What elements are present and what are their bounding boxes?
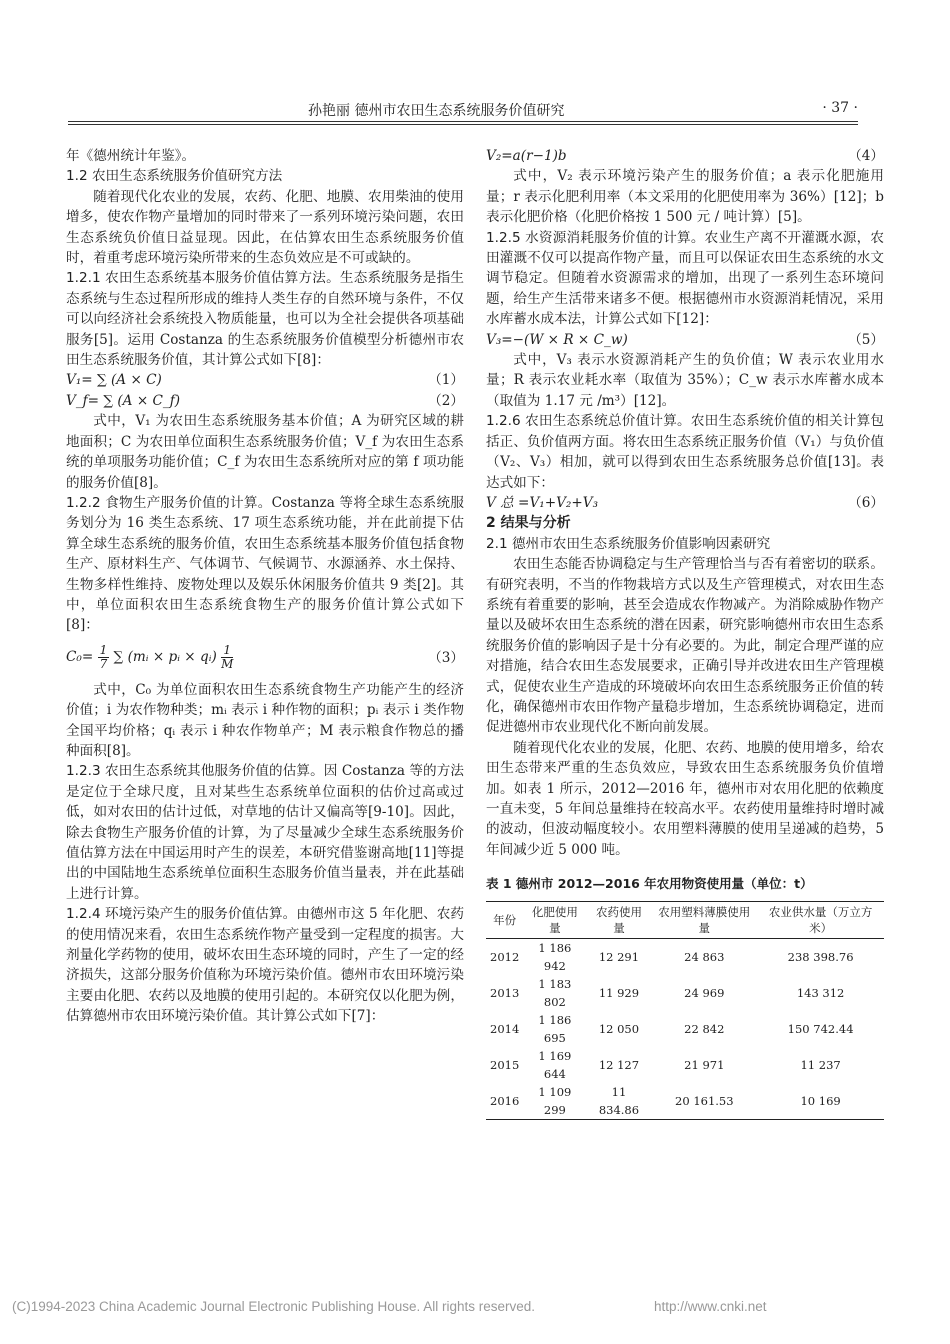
table-cell: 12 127 xyxy=(598,1057,640,1072)
paragraph-text: 农田生态系统价值的相关计算包括正、负价值两方面。将农田生态系统正服务价值（V₁）与负价值（V₂、V₃）相加，就可以得到农田生态系统服务总价值[13]。表达式如下： xyxy=(486,413,884,491)
table-row xyxy=(486,938,884,975)
table-row xyxy=(486,1011,884,1047)
table-cell: 1 109 299 xyxy=(523,1083,586,1120)
equation-body xyxy=(66,644,233,671)
fraction-numerator: 1 xyxy=(99,643,108,658)
table-cell: 10 169 xyxy=(757,1083,884,1120)
equation-number: （3） xyxy=(428,649,464,666)
table-cell: 2012 xyxy=(490,949,520,964)
paragraph xyxy=(66,268,464,370)
left-column xyxy=(66,146,464,1027)
table-header: 年份 xyxy=(486,901,523,938)
subsection-heading: 1.2.2 食物生产服务价值的计算。 xyxy=(66,494,272,511)
paragraph xyxy=(486,228,884,330)
footer-link[interactable]: http://www.cnki.net xyxy=(654,1299,767,1314)
paragraph xyxy=(66,761,464,904)
subsection-heading: 1.2.3 农田生态系统其他服务价值的估算。 xyxy=(66,763,324,780)
table-cell: 12 050 xyxy=(598,1021,640,1036)
subsection-heading: 1.2.4 环境污染产生的服务价值估算。 xyxy=(66,906,297,923)
equation-text: V₂=a(r−1)b xyxy=(486,148,567,164)
subsection-heading: 1.2.5 水资源消耗服务价值的计算。 xyxy=(486,229,705,246)
paragraph: 式中，C₀ 为单位面积农田生态系统食物生产功能产生的经济价值；i 为农作物种类；mᵢ 表示 i 种作物的面积；pᵢ 表示 i 类作物全国平均价格；qᵢ 表示 i 种农作物单产；M 表示粮食作物总的播种面积[8]。 xyxy=(66,681,464,759)
equation-6 xyxy=(486,493,884,513)
table-cell: 12 291 xyxy=(598,949,640,964)
section-heading: 1.2 农田生态系统服务价值研究方法 xyxy=(66,168,283,185)
equation-number: （2） xyxy=(428,392,464,409)
paragraph-text: 由德州市这 5 年化肥、农药的使用情况来看，农田生态系统作物产量受到一定程度的损害。大剂量化学药物的使用，破坏农田生态环境的同时，产生了一定的经济损失，这部分服务价值称为环境污染价值。德州市农田环境污染主要由化肥、农药以及地膜的使用引起的。本研究仅以化肥为例，估算德州市农田环境污染价值。其计算公式如下[7]： xyxy=(66,906,464,1025)
table-cell: 11 834.86 xyxy=(587,1083,652,1120)
fraction xyxy=(221,644,233,671)
paragraph: 随着现代化农业的发展，化肥、农药、地膜的使用增多，给农田生态带来严重的生态负效应，导致农田生态系统服务负价值增加。如表 1 所示，2012—2016 年，德州市对农用化肥的依赖度一直未变，5 年间总量维持在较高水平。农药使用量维持时增时减的波动，但波动幅度较小。农用塑料薄膜的使用呈递减的趋势，5 年间减少近 5 000 吨。 xyxy=(486,739,884,858)
subsection-heading: 1.2.6 农田生态系统总价值计算。 xyxy=(486,413,691,430)
running-title: 孙艳丽 德州市农田生态系统服务价值研究 xyxy=(308,103,565,119)
table-cell: 1 183 802 xyxy=(538,976,572,1009)
equation-text: V_f= ∑ (A × C_f) xyxy=(66,392,181,409)
fraction-denominator: M xyxy=(221,657,234,672)
paragraph xyxy=(66,904,464,1026)
page-footer xyxy=(12,1299,767,1314)
table-row xyxy=(486,1083,884,1120)
paragraph xyxy=(66,493,464,636)
paragraph: 式中，V₂ 表示环境污染产生的服务价值；a 表示化肥施用量；r 表示化肥利用率（本文采用的化肥使用率为 36%）[12]；b 表示化肥价格（化肥价格按 1 500 元 / 吨计算）[5]。 xyxy=(486,168,884,226)
equation-number: （5） xyxy=(848,331,884,348)
paragraph-text: 农业生产离不开灌溉水源，农田灌溉不仅可以提高作物产量，而且可以保证农田生态系统的水文调节稳定。但随着水资源需求的增加，出现了一系列生态环境问题，给生产生活带来诸多不便。根据德州市水资源消耗情况，采用水库蓄水成本法，计算公式如下[12]： xyxy=(486,229,884,328)
table-cell: 150 742.44 xyxy=(787,1021,854,1036)
table-cell: 2014 xyxy=(490,1021,520,1036)
table-row xyxy=(486,1047,884,1083)
subsection-heading: 1.2.1 农田生态系统基本服务价值估算方法。 xyxy=(66,270,340,287)
right-column xyxy=(486,146,884,1120)
paragraph-text: Costanza 等将全球生态系统服务划分为 16 类生态系统、17 项生态系统功能，并在此前提下估算全球生态系统的服务价值，农田生态系统基本服务价值包括食物生产、原材料生产、气体调节、气候调节、水源涵养、水土保持、生物多样性维持、废物处理以及娱乐休闲服务价值共 9 类[2]。其中，单位面积农田生态系统食物生产的服务价值计算公式如下[8]： xyxy=(66,494,464,634)
table-cell: 2015 xyxy=(490,1057,520,1072)
table-header: 农业供水量（万立方米） xyxy=(757,901,884,938)
paragraph xyxy=(486,411,884,493)
table-cell: 1 186 942 xyxy=(538,940,572,973)
equation-text: V₁= ∑ (A × C) xyxy=(66,372,162,389)
header-rule xyxy=(68,121,858,122)
equation-5 xyxy=(486,330,884,350)
header-rule-2 xyxy=(68,124,858,125)
paragraph-text: 生态系统服务是指生态系统与生态过程所形成的维持人类生存的自然环境与条件，不仅可以向经济社会系统投入物质能量，也可以为全社会提供各项基础服务[5]。运用 Costanza 的生态系统服务价值模型分析德州市农田生态系统服务价值，其计算公式如下[8]： xyxy=(66,270,465,369)
data-table xyxy=(486,901,884,1120)
paragraph-text: 因 Costanza 等的方法是定位于全球尺度，且对某些生态系统单位面积的估价过高或过低，如对农田的估计过低，对草地的估计又偏高等[9-10]。因此，除去食物生产服务价值的计算，为了尽量减少全球生态系统服务价值估算方法在中国运用时产生的误差，本研究借鉴谢高地[11]等提出的中国陆地生态系统单位面积生态服务价值当量表，并在此基础上进行计算。 xyxy=(66,763,464,902)
equation-number: （4） xyxy=(848,148,884,164)
table-cell: 11 929 xyxy=(598,985,640,1000)
equation-1 xyxy=(66,370,464,390)
table-header-row xyxy=(486,901,884,938)
fraction xyxy=(98,644,110,671)
table-cell: 21 971 xyxy=(684,1057,725,1072)
table-cell: 24 863 xyxy=(684,949,725,964)
equation-text: V₃=−(W × R × C_w) xyxy=(486,331,628,348)
table-cell: 20 161.53 xyxy=(651,1083,757,1120)
table-cell: 143 312 xyxy=(796,985,845,1000)
table-cell: 2013 xyxy=(490,985,520,1000)
paragraph: 农田生态能否协调稳定与生产管理恰当与否有着密切的联系。有研究表明，不当的作物栽培方式以及生产管理模式，对农田生态系统有着重要的影响，甚至会造成农作物减产。为消除威胁作物产量以及破坏农田生态系统的潜在因素，研究影响德州市农田生态系统服务价值的影响因子是十分有必要的。为此，制定合理严谨的应对措施，结合农田生态发展要求，正确引导并改进农田生产管理模式，促使农业生产造成的环境破坏向农田生态系统服务正价值的转化，确保德州市农田作物产量稳步增加，生态系统协调稳定，进而促进德州市农业现代化不断向前发展。 xyxy=(486,556,884,736)
equation-2 xyxy=(66,391,464,411)
paragraph: 式中，V₃ 表示水资源消耗产生的负价值；W 表示农业用水量；R 表示农业耗水率（取值为 35%）；C_w 表示水库蓄水成本（取值为 1.17 元 /m³）[12]。 xyxy=(486,352,884,409)
section-heading: 2.1 德州市农田生态系统服务价值影响因素研究 xyxy=(486,535,771,552)
table-header: 农用塑料薄膜使用量 xyxy=(651,901,757,938)
section-heading: 2 结果与分析 xyxy=(486,515,571,532)
equation-4 xyxy=(486,146,884,166)
equation-text: ∑ (mᵢ × pᵢ × qᵢ) xyxy=(113,649,217,666)
table-cell: 1 169 644 xyxy=(538,1048,572,1081)
table-caption: 表 1 德州市 2012—2016 年农用物资使用量（单位：t） xyxy=(486,876,813,892)
table-cell: 1 186 695 xyxy=(538,1012,572,1045)
page-header xyxy=(68,98,858,120)
fraction-denominator: 7 xyxy=(99,657,108,672)
equation-text: V 总 =V₁+V₂+V₃ xyxy=(486,494,599,511)
equation-3 xyxy=(66,636,464,680)
table-header: 化肥使用量 xyxy=(523,901,586,938)
table-cell: 2016 xyxy=(486,1083,523,1120)
equation-text: C₀= xyxy=(66,649,94,666)
table-header: 农药使用量 xyxy=(587,901,652,938)
equation-number: （6） xyxy=(848,494,884,511)
table-row xyxy=(486,975,884,1011)
table-cell: 22 842 xyxy=(684,1021,725,1036)
table-cell: 24 969 xyxy=(684,985,725,1000)
paragraph: 式中，V₁ 为农田生态系统服务基本价值；A 为研究区域的耕地面积；C 为农田单位面积生态系统服务价值；V_f 为农田生态系统的单项服务功能价值；C_f 为农田生态系统所对应的第 f 项功能的服务价值[8]。 xyxy=(66,413,464,491)
copyright-notice: (C)1994-2023 China Academic Journal Electronic Publishing House. All rights reserved. xyxy=(12,1299,536,1314)
page-number: · 37 · xyxy=(822,100,858,116)
fraction-numerator: 1 xyxy=(221,644,233,658)
paragraph: 年《德州统计年鉴》。 xyxy=(66,148,196,164)
paragraph: 随着现代化农业的发展，农药、化肥、地膜、农用柴油的使用增多，使农作物产量增加的同时带来了一系列环境污染问题，农田生态系统负价值日益显现。因此，在估算农田生态系统服务价值时，着重考虑环境污染所带来的生态负效应是不可或缺的。 xyxy=(66,188,464,267)
equation-number: （1） xyxy=(428,372,464,389)
table-cell: 238 398.76 xyxy=(787,949,854,964)
table-cell: 11 237 xyxy=(800,1057,841,1072)
